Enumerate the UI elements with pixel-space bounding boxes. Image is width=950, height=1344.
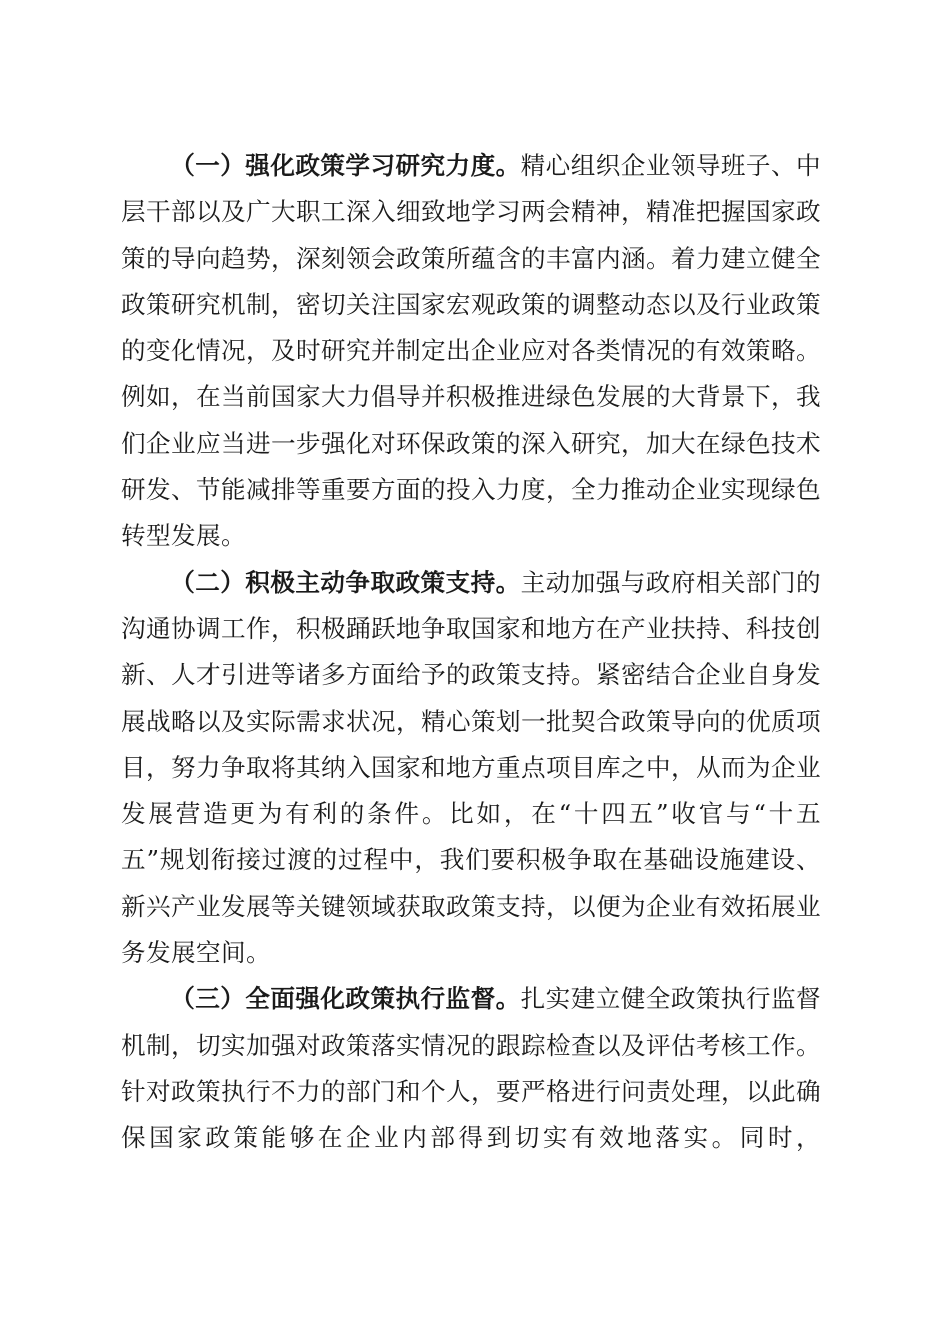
paragraph-3	[121, 976, 821, 1161]
paragraph-3-text: 扎实建立健全政策执行监督机制，切实加强对政策落实情况的跟踪检查以及评估考核工作。针对政策执行不力的部门和个人，要严格进行问责处理，以此确保国家政策能够在企业内部得到切实有效地落实。同时，	[121, 984, 821, 1153]
document-body	[121, 143, 821, 1162]
paragraph-2-heading: （二）积极主动争取政策支持。	[170, 567, 521, 597]
paragraph-2	[121, 560, 821, 977]
paragraph-2-text: 主动加强与政府相关部门的沟通协调工作，积极踊跃地争取国家和地方在产业扶持、科技创新、人才引进等诸多方面给予的政策支持。紧密结合企业自身发展战略以及实际需求状况，精心策划一批契合政策导向的优质项目，努力争取将其纳入国家和地方重点项目库之中，从而为企业发展营造更为有利的条件。比如，在“十四五”收官与“十五五”规划衔接过渡的过程中，我们要积极争取在基础设施建设、新兴产业发展等关键领域获取政策支持，以便为企业有效拓展业务发展空间。	[121, 567, 821, 968]
paragraph-1	[121, 143, 821, 560]
paragraph-1-text: 精心组织企业领导班子、中层干部以及广大职工深入细致地学习两会精神，精准把握国家政策的导向趋势，深刻领会政策所蕴含的丰富内涵。着力建立健全政策研究机制，密切关注国家宏观政策的调整动态以及行业政策的变化情况，及时研究并制定出企业应对各类情况的有效策略。例如，在当前国家大力倡导并积极推进绿色发展的大背景下，我们企业应当进一步强化对环保政策的深入研究，加大在绿色技术研发、节能减排等重要方面的投入力度，全力推动企业实现绿色转型发展。	[121, 151, 821, 551]
paragraph-3-heading: （三）全面强化政策执行监督。	[170, 984, 521, 1014]
paragraph-1-heading: （一）强化政策学习研究力度。	[170, 151, 521, 180]
